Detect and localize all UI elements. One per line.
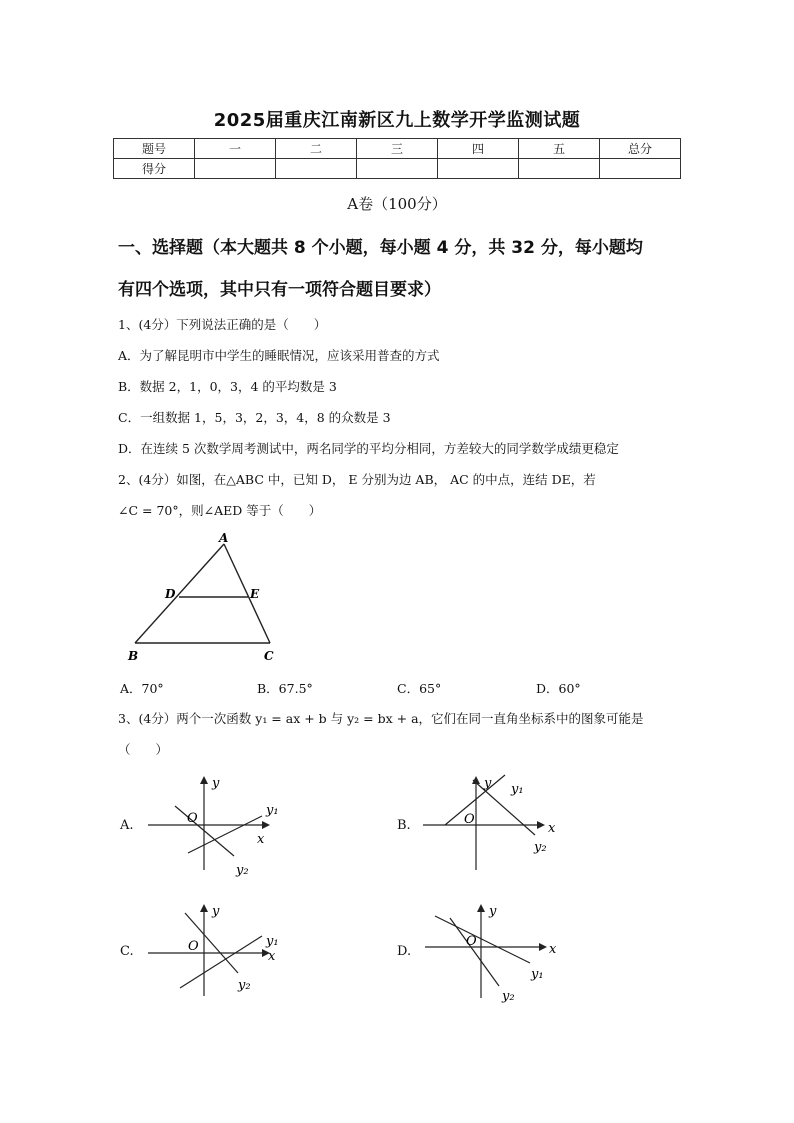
q1-option-d: D．在连续 5 次数学周考测试中，两名同学的平均分相同，方差较大的同学数学成绩更稳定 [118, 441, 619, 456]
y-axis-label: y [484, 776, 492, 791]
q3-graph-b-label: B. [397, 818, 411, 833]
score-cell: 四 [438, 139, 519, 159]
side-ac [224, 544, 270, 643]
x-axis-label: x [548, 821, 556, 836]
score-cell: 一 [195, 139, 276, 159]
q1-stem: 1、(4分）下列说法正确的是（ ） [118, 317, 327, 332]
q2-option-d: D．60° [536, 681, 581, 696]
score-cell: 题号 [114, 139, 195, 159]
q3-stem-line1: 3、(4分）两个一次函数 y₁ = ax + b 与 y₂ = bx + a，它们在同一直角坐标系中的图象可能是 [118, 711, 644, 726]
q3-stem-line2: （ ） [118, 742, 169, 757]
q1-option-b: B．数据 2，1，0，3，4 的平均数是 3 [118, 379, 337, 394]
side-ab [135, 544, 224, 643]
q3-graph-d [415, 898, 585, 1013]
score-cell: 总分 [600, 139, 681, 159]
y2-label: y₂ [502, 989, 515, 1004]
x-axis-label: x [268, 949, 276, 964]
q1-option-a: A．为了解昆明市中学生的睡眠情况，应该采用普查的方式 [118, 348, 440, 363]
y2-label: y₂ [236, 863, 249, 878]
part1-heading-line2: 有四个选项，其中只有一项符合题目要求） [118, 280, 441, 300]
y1-label: y₁ [266, 934, 279, 949]
origin-label: O [188, 939, 199, 954]
q2-option-a: A．70° [120, 681, 164, 696]
origin-label: O [464, 812, 475, 827]
score-table [113, 138, 681, 179]
score-table-score-row [114, 159, 681, 179]
q3-graph-d-label: D. [397, 944, 412, 959]
score-cell: 二 [276, 139, 357, 159]
y2-label: y₂ [238, 978, 251, 993]
origin-label: O [466, 934, 477, 949]
vertex-a-label: A [219, 531, 229, 545]
score-input-cell [600, 159, 681, 179]
q1-option-c: C．一组数据 1，5，3，2，3，4，8 的众数是 3 [118, 410, 391, 425]
vertex-c-label: C [264, 649, 274, 663]
origin-label: O [187, 811, 198, 826]
part1-heading-line1: 一、选择题（本大题共 8 个小题，每小题 4 分，共 32 分，每小题均 [118, 238, 643, 258]
page-title: 2025届重庆江南新区九上数学开学监测试题 [213, 110, 581, 131]
q2-stem-line1: 2、(4分）如图，在△ABC 中，已知 D， E 分别为边 AB， AC 的中点，连结 DE，若 [118, 472, 596, 487]
x-axis-label: x [549, 942, 557, 957]
y2-label: y₂ [534, 840, 547, 855]
score-table-header-row [114, 139, 681, 159]
score-input-cell [357, 159, 438, 179]
y1-label: y₁ [266, 803, 279, 818]
vertex-d-label: D [165, 587, 176, 601]
y-axis-label: y [212, 776, 220, 791]
vertex-b-label: B [128, 649, 139, 663]
score-input-cell [519, 159, 600, 179]
y1-label: y₁ [511, 782, 524, 797]
y-axis-label: y [489, 904, 497, 919]
score-cell: 得分 [114, 159, 195, 179]
q3-graph-c [140, 898, 290, 1008]
q2-stem-line2: ∠C = 70°，则∠AED 等于（ ） [118, 503, 322, 518]
score-cell: 三 [357, 139, 438, 159]
vertex-e-label: E [250, 587, 260, 601]
triangle-figure [118, 530, 288, 670]
score-input-cell [438, 159, 519, 179]
y1-label: y₁ [531, 967, 544, 982]
section-a-title: A卷（100分） [347, 195, 447, 213]
score-input-cell [276, 159, 357, 179]
q2-option-c: C．65° [397, 681, 442, 696]
q3-graph-a [140, 770, 290, 880]
q3-graph-b [415, 770, 585, 880]
q3-graph-a-label: A. [120, 818, 134, 833]
q3-graph-c-label: C. [120, 944, 134, 959]
q2-option-b: B．67.5° [257, 681, 313, 696]
score-cell: 五 [519, 139, 600, 159]
y-axis-label: y [212, 904, 220, 919]
score-input-cell [195, 159, 276, 179]
x-axis-label: x [257, 832, 265, 847]
